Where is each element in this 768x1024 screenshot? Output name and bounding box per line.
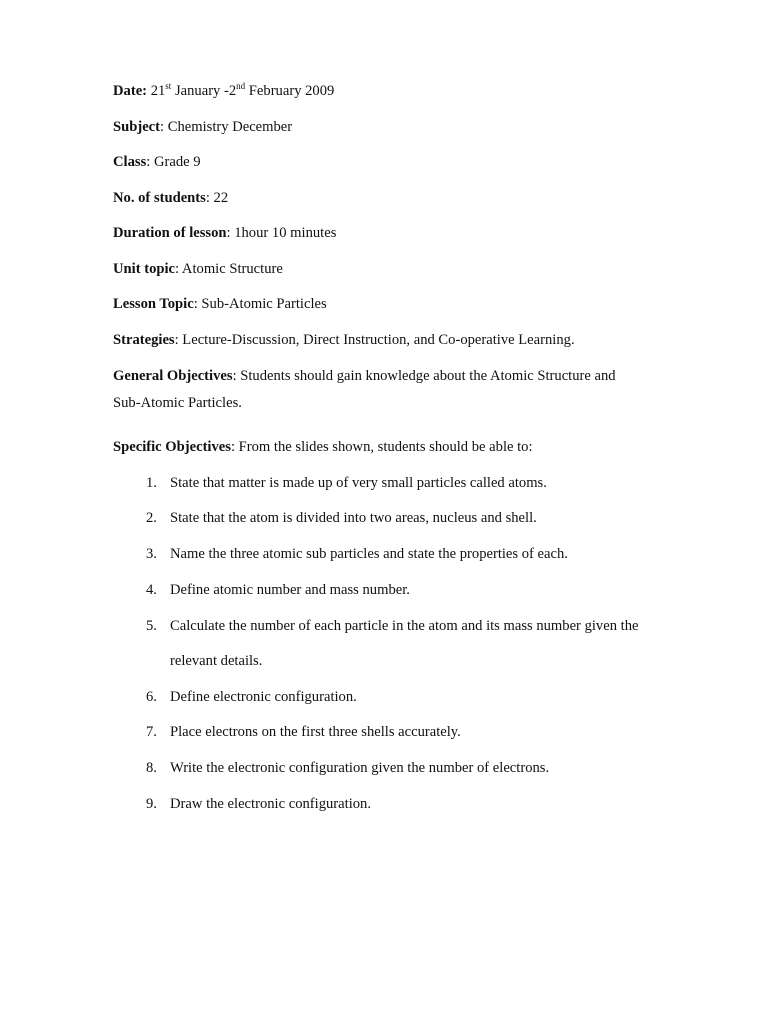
strategies-label: Strategies — [113, 332, 175, 348]
list-item-text: State that the atom is divided into two areas, nucleus and shell. — [170, 510, 537, 526]
list-item-text: Write the electronic configuration given the number of electrons. — [170, 760, 550, 776]
list-item-number: 6. — [146, 689, 157, 705]
duration-label: Duration of lesson — [113, 225, 227, 241]
list-item-number: 3. — [146, 546, 157, 562]
list-item — [146, 759, 549, 777]
general-objectives-label: General Objectives — [113, 368, 233, 384]
list-item — [146, 688, 357, 706]
strategies-line — [113, 331, 575, 349]
specific-objectives-line — [113, 438, 533, 456]
lesson-topic-value: : Sub-Atomic Particles — [193, 296, 327, 312]
list-item-number: 4. — [146, 582, 157, 598]
general-objectives-value: : Students should gain knowledge about the Atomic Structure and — [232, 368, 616, 384]
specific-objectives-label: Specific Objectives — [113, 439, 231, 455]
list-item — [146, 617, 638, 635]
subject-line — [113, 118, 292, 136]
unit-topic-value: : Atomic Structure — [175, 261, 283, 277]
list-item-text: Define atomic number and mass number. — [170, 582, 410, 598]
unit-topic-line — [113, 260, 283, 278]
class-label: Class — [113, 154, 147, 170]
students-line — [113, 189, 228, 207]
date-start-day: 21 — [147, 83, 166, 99]
students-value: : 22 — [205, 190, 229, 206]
list-item-number: 2. — [146, 510, 157, 526]
list-item — [146, 723, 461, 741]
list-item-number: 7. — [146, 724, 157, 740]
strategies-value: : Lecture-Discussion, Direct Instruction, and Co-operative Learning. — [174, 332, 575, 348]
subject-label: Subject — [113, 119, 161, 135]
class-value: : Grade 9 — [146, 154, 201, 170]
specific-objectives-intro: : From the slides shown, students should be able to: — [230, 439, 533, 455]
date-middle: January -2 — [171, 83, 237, 99]
list-item — [146, 509, 537, 527]
duration-value: : 1hour 10 minutes — [226, 225, 337, 241]
list-item-text: Name the three atomic sub particles and state the properties of each. — [170, 546, 568, 562]
list-item — [146, 545, 568, 563]
list-item-text: Place electrons on the first three shells accurately. — [170, 724, 461, 740]
duration-line — [113, 224, 336, 242]
subject-value: : Chemistry December — [160, 119, 293, 135]
list-item-text: Define electronic configuration. — [170, 689, 357, 705]
list-item-continuation: relevant details. — [170, 653, 263, 669]
date-start-suffix: st — [165, 81, 172, 91]
list-item-number: 8. — [146, 760, 157, 776]
list-item — [146, 581, 410, 599]
students-label: No. of students — [113, 190, 206, 206]
list-item-text: Draw the electronic configuration. — [170, 796, 371, 812]
general-objectives-continuation: Sub-Atomic Particles. — [113, 395, 242, 411]
unit-topic-label: Unit topic — [113, 261, 176, 277]
list-item-number: 1. — [146, 475, 157, 491]
general-objectives-line — [113, 367, 616, 385]
list-item — [146, 795, 371, 813]
class-line — [113, 153, 201, 171]
lesson-topic-label: Lesson Topic — [113, 296, 194, 312]
list-item-text: Calculate the number of each particle in the atom and its mass number given the — [170, 618, 639, 634]
date-line — [113, 82, 334, 100]
list-item-number: 9. — [146, 796, 157, 812]
lesson-topic-line — [113, 295, 327, 313]
list-item-text: State that matter is made up of very small particles called atoms. — [170, 475, 547, 491]
date-label: Date: — [113, 83, 148, 99]
list-item — [146, 474, 547, 492]
date-end-suffix: nd — [236, 81, 246, 91]
date-end: February 2009 — [245, 83, 335, 99]
list-item-number: 5. — [146, 618, 157, 634]
